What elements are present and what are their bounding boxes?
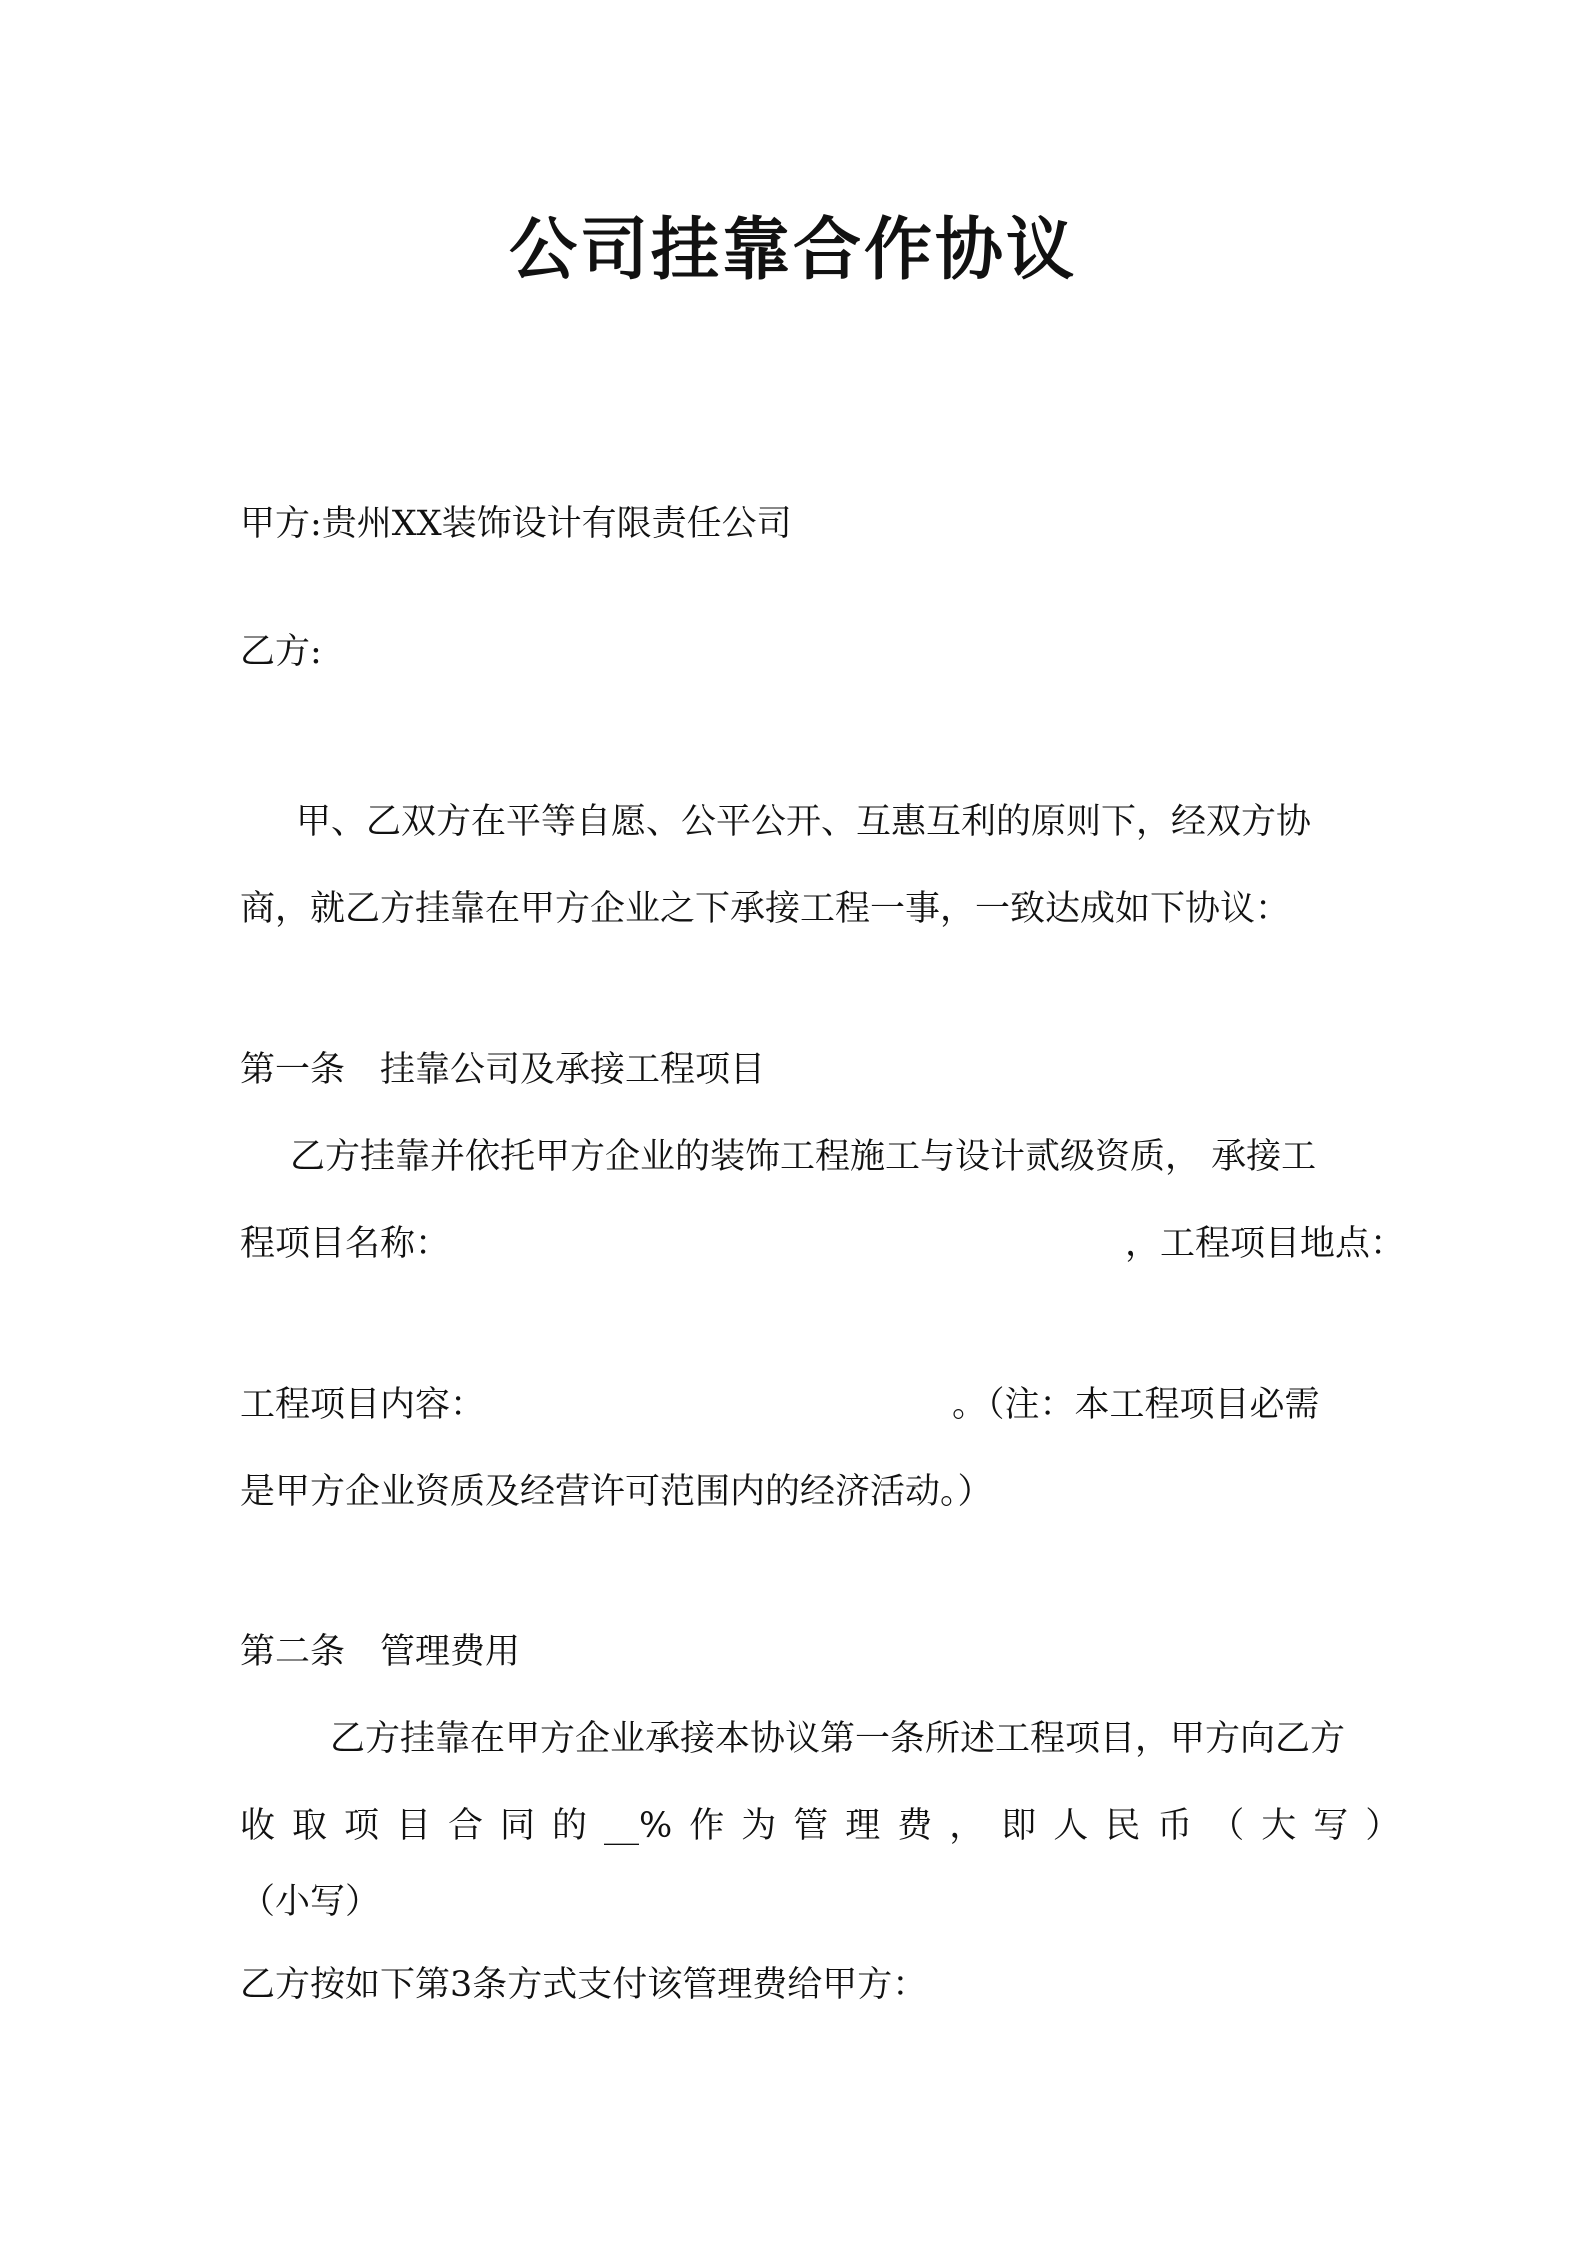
article2-line-4: 乙方按如下第3条方式支付该管理费给甲方：	[240, 1965, 928, 2005]
preamble-line-2: 商，就乙方挂靠在甲方企业之下承接工程一事，一致达成如下协议：	[240, 889, 1291, 929]
article2-line-3: （小写）	[240, 1882, 381, 1922]
preamble-line-1: 甲、乙双方在平等自愿、公平公开、互惠互利的原则下，经双方协	[296, 802, 1312, 842]
article1-line-1: 乙方挂靠并依托甲方企业的装饰工程施工与设计贰级资质， 承接工	[290, 1137, 1317, 1177]
article2-fee-text: %作为管理费，即人民币（大写）	[639, 1806, 1418, 1846]
article1-note-start: 。（注：本工程项目必需	[952, 1385, 1320, 1425]
document-title: 公司挂靠合作协议	[508, 210, 1077, 290]
article2-fee-label: 收取项目合同的	[240, 1806, 605, 1846]
party-a: 甲方:贵州XX装饰设计有限责任公司	[240, 504, 792, 544]
party-b: 乙方:	[240, 632, 322, 672]
article1-heading: 第一条 挂靠公司及承接工程项目	[240, 1050, 766, 1090]
article2-heading: 第二条 管理费用	[240, 1632, 521, 1672]
article2-percent-blank: __	[604, 1806, 640, 1846]
article1-project-name-label: 程项目名称：	[240, 1224, 451, 1264]
article2-line-1: 乙方挂靠在甲方企业承接本协议第一条所述工程项目，甲方向乙方	[330, 1719, 1346, 1759]
article1-project-location-label: ，工程项目地点：	[1125, 1224, 1406, 1264]
article2-line-2	[240, 1804, 1417, 1848]
article1-project-content-label: 工程项目内容：	[240, 1385, 486, 1425]
article1-note-end: 是甲方企业资质及经营许可范围内的经济活动。）	[240, 1472, 993, 1512]
